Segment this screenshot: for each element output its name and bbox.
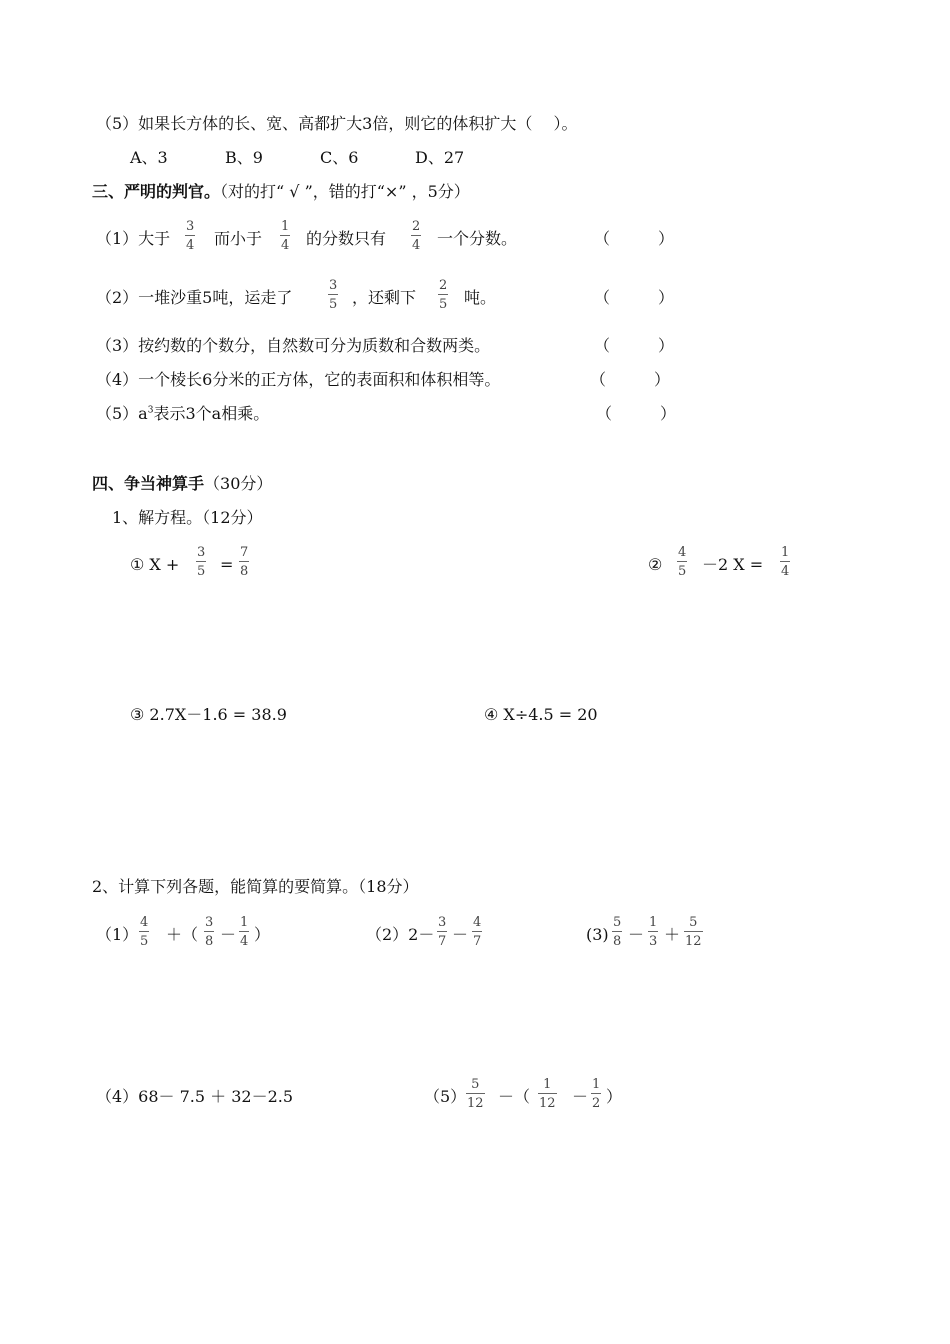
fraction: 7 8 [240, 545, 249, 579]
plus-sign: ＋ [664, 925, 681, 944]
fraction: 3 8 [205, 915, 214, 949]
section-3-header [92, 184, 470, 200]
minus-sign: － [220, 925, 237, 944]
calc-1-label: （1） [96, 925, 139, 944]
fraction: 1 4 [281, 219, 290, 253]
fraction: 3 4 [186, 219, 195, 253]
option-b: B、9 [225, 148, 263, 167]
equation-3: ③ 2.7X－1.6 = 38.9 [130, 705, 287, 724]
judge-item-3: （3）按约数的个数分，自然数可分为质数和合数两类。 [96, 336, 491, 355]
judge-item-1-mid2: 的分数只有 [306, 229, 387, 248]
fraction: 5 12 [467, 1077, 484, 1111]
fraction: 3 5 [329, 278, 338, 312]
section-3-note: （对的打“ √ ”，错的打“×” ，5分） [220, 182, 470, 201]
judge-item-2-mid1: ，还剩下 [352, 288, 417, 307]
judge-item-4: （4）一个棱长6分米的正方体，它的表面积和体积相等。 [96, 370, 501, 389]
part-2-title: 2、计算下列各题，能简算的要简算。（18分） [92, 877, 419, 896]
answer-paren-5[interactable]: （ ） [596, 404, 677, 423]
fraction: 3 7 [438, 915, 447, 949]
fraction: 5 12 [685, 915, 702, 949]
answer-paren-2[interactable]: （ ） [594, 288, 675, 307]
judge-item-5: $(5)a^3$表示3个a相乘。 [96, 404, 270, 423]
equation-2-label: ② [648, 555, 663, 574]
fraction: 3 5 [197, 545, 206, 579]
minus-sign: － [452, 925, 469, 944]
answer-paren-3[interactable]: （ ） [594, 336, 675, 355]
equation-1-label: ① X + [130, 555, 180, 574]
calc-2-label: （2）2－ [366, 925, 435, 944]
equation-2-mid: －2 X = [702, 555, 764, 574]
option-a: A、3 [130, 148, 168, 167]
fraction: 1 2 [592, 1077, 601, 1111]
fraction: 5 8 [613, 915, 622, 949]
answer-paren-1[interactable]: （ ） [594, 229, 675, 248]
equals-sign: = [220, 555, 234, 574]
fraction: 4 5 [140, 915, 149, 949]
judge-item-2-suffix: 吨。 [464, 288, 497, 307]
judge-item-2-prefix: （2）一堆沙重5吨，运走了 [96, 288, 293, 307]
fraction: 4 5 [678, 545, 687, 579]
fraction: 1 12 [539, 1077, 556, 1111]
section-4-title: 四、争当神算手 [92, 474, 205, 493]
section-4-header [92, 476, 272, 492]
close-paren: ） [254, 925, 271, 944]
fraction: 1 4 [240, 915, 249, 949]
answer-paren-4[interactable]: （ ） [590, 370, 671, 389]
fraction: 1 3 [649, 915, 658, 949]
fraction: 2 4 [412, 219, 421, 253]
fraction: 1 4 [781, 545, 790, 579]
option-c: C、6 [320, 148, 359, 167]
calc-5-label: （5） [424, 1087, 467, 1106]
question-5-text: （5）如果长方体的长、宽、高都扩大3倍，则它的体积扩大（ ）。 [96, 114, 578, 133]
part-1-title: 1、解方程。（12分） [112, 508, 263, 527]
judge-item-1-prefix: （1）大于 [96, 229, 171, 248]
fraction: 4 7 [473, 915, 482, 949]
calc-5-op: －（ [498, 1087, 531, 1106]
section-3-title: 三、严明的判官。 [92, 182, 221, 201]
judge-item-1-suffix: 一个分数。 [437, 229, 518, 248]
option-d: D、27 [415, 148, 465, 167]
fraction: 2 5 [439, 278, 448, 312]
close-paren: ） [606, 1087, 623, 1106]
equation-4: ④ X÷4.5 = 20 [484, 705, 598, 724]
section-4-score: （30分） [204, 474, 273, 493]
minus-sign: － [572, 1087, 589, 1106]
calc-1-op: ＋（ [166, 925, 199, 944]
calc-4: （4）68－ 7.5 ＋ 32－2.5 [96, 1087, 294, 1106]
minus-sign: － [628, 925, 645, 944]
judge-item-1-mid1: 而小于 [214, 229, 263, 248]
calc-3-label: (3) [586, 925, 609, 944]
